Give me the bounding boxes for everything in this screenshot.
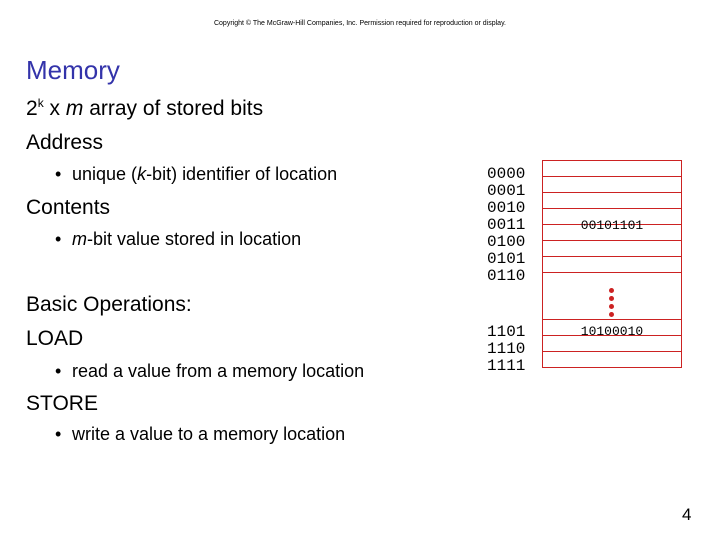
memory-value-1101: 10100010 <box>580 324 644 339</box>
memory-value-0011: 00101101 <box>580 218 644 233</box>
memory-cell <box>542 240 682 257</box>
ellipsis-dot-icon <box>609 296 614 301</box>
load-bullet: • read a value from a memory location <box>55 361 365 381</box>
memory-cell <box>542 176 682 193</box>
memory-cell <box>542 351 682 368</box>
page-number: 4 <box>682 505 692 524</box>
ellipsis-dot-icon <box>609 304 614 309</box>
address-label: 1110 <box>487 340 526 358</box>
memory-cell <box>542 160 682 177</box>
memory-cell <box>542 256 682 273</box>
basic-operations-heading: Basic Operations: <box>26 293 192 316</box>
address-label: 0110 <box>487 267 526 285</box>
store-bullet: • write a value to a memory location <box>55 424 346 444</box>
page-title: Memory <box>26 55 120 85</box>
contents-bullet: • m-bit value stored in location <box>55 229 302 249</box>
address-label: 1101 <box>487 323 526 341</box>
address-label: 0010 <box>487 199 526 217</box>
memory-array <box>542 160 682 380</box>
load-heading: LOAD <box>26 327 84 350</box>
address-label: 0011 <box>487 216 526 234</box>
address-list-bottom <box>487 324 525 375</box>
address-label: 0100 <box>487 233 526 251</box>
address-heading: Address <box>26 131 104 154</box>
store-heading: STORE <box>26 392 98 415</box>
address-list-top <box>487 166 525 285</box>
subtitle: 2$^k$ x m array of stored bits <box>26 96 264 120</box>
contents-heading: Contents <box>26 196 111 219</box>
address-label: 1111 <box>487 357 526 375</box>
ellipsis-dot-icon <box>609 288 614 293</box>
ellipsis-dot-icon <box>609 312 614 317</box>
memory-cell <box>542 192 682 209</box>
copyright-notice: Copyright © The McGraw-Hill Companies, Inc. Permission required for reproduction or display. <box>213 20 506 27</box>
address-label: 0101 <box>487 250 526 268</box>
address-label: 0001 <box>487 182 526 200</box>
address-label: 0000 <box>487 165 526 183</box>
address-bullet: • unique (k-bit) identifier of location <box>55 164 338 184</box>
